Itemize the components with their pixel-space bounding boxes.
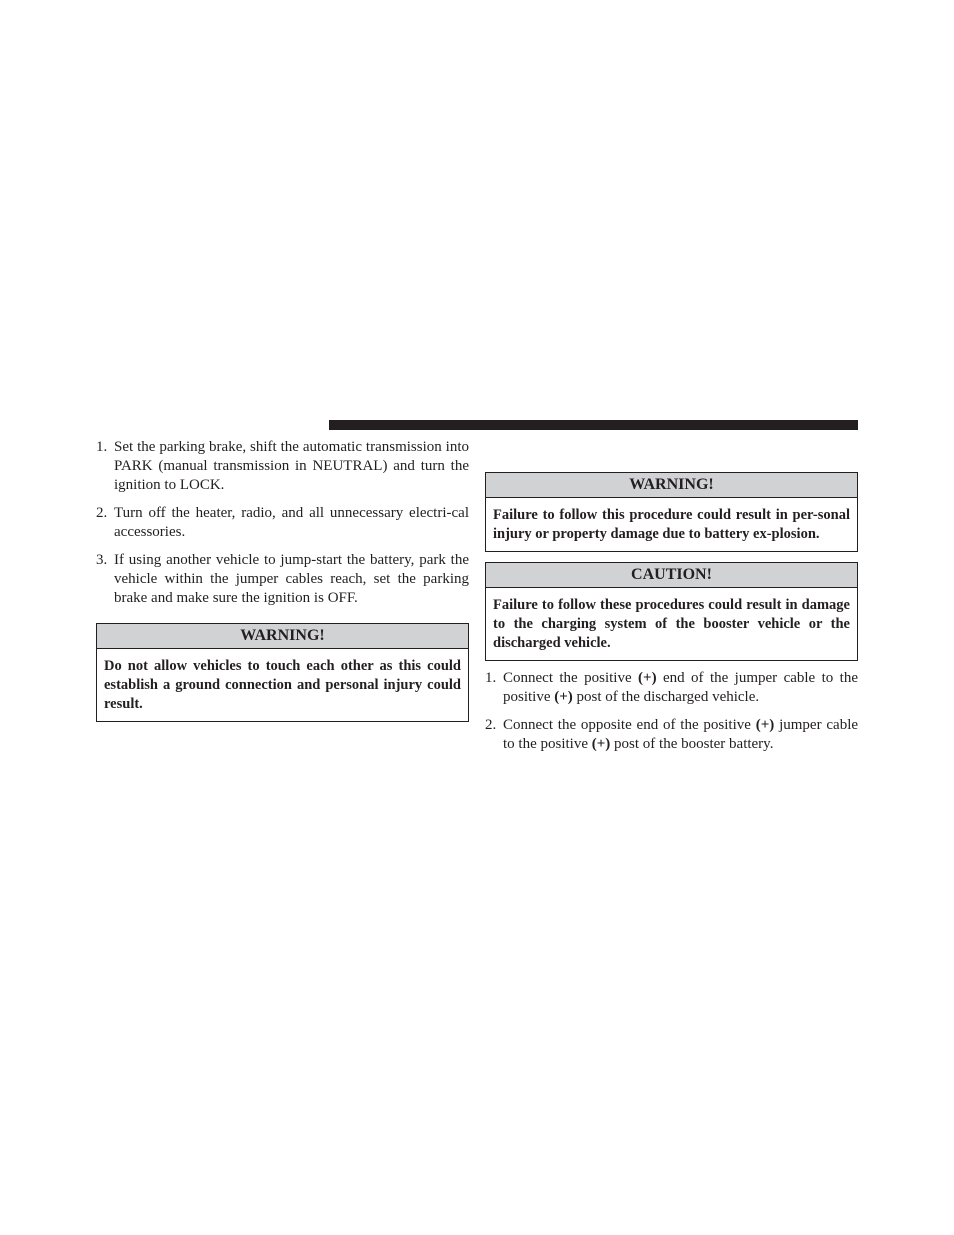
step-text: Turn off the heater, radio, and all unnecessary electri-cal accessories. [114, 505, 469, 540]
warning-box-battery-explosion [485, 472, 858, 552]
step-number: 1. [485, 670, 497, 686]
left-column [96, 438, 469, 722]
list-item [485, 669, 858, 707]
positive-symbol: (+) [591, 736, 611, 752]
right-column [485, 472, 858, 763]
positive-symbol: (+) [554, 689, 573, 705]
preparation-steps [96, 438, 469, 608]
section-header-bar [329, 420, 858, 430]
list-item [485, 716, 858, 754]
warning-box-vehicle-contact [96, 623, 469, 722]
step-text: post of the booster battery. [614, 736, 774, 752]
step-text: jumper cable to the positive [503, 717, 859, 752]
step-text: If using another vehicle to jump-start the battery, park the vehicle within the jumper cables reach, set the parking brake and make sure the ignition is OFF. [114, 552, 469, 606]
step-text: Connect the positive [503, 670, 632, 686]
list-item [96, 504, 469, 542]
caution-box-charging-system [485, 562, 858, 661]
warning-title: WARNING! [486, 473, 857, 498]
warning-body: Failure to follow this procedure could result in per-sonal injury or property damage due to battery ex-plosion. [493, 507, 850, 542]
positive-symbol: (+) [638, 670, 657, 686]
warning-title: WARNING! [97, 624, 468, 649]
step-number: 2. [485, 717, 497, 733]
step-text: Connect the opposite end of the positive [503, 717, 751, 733]
step-text: end of the jumper cable to the positive [503, 670, 859, 705]
step-number: 3. [96, 552, 108, 568]
positive-symbol: (+) [755, 717, 775, 733]
step-number: 2. [96, 505, 108, 521]
step-number: 1. [96, 439, 108, 455]
list-item [96, 438, 469, 495]
step-text: Set the parking brake, shift the automatic transmission into PARK (manual transmission in NEUTRAL) and turn the ignition to LOCK. [114, 439, 469, 493]
step-text: post of the discharged vehicle. [576, 689, 760, 705]
caution-body: Failure to follow these procedures could result in damage to the charging system of the booster vehicle or the discharged vehicle. [493, 597, 850, 651]
connection-steps [485, 669, 858, 754]
warning-body: Do not allow vehicles to touch each other as this could establish a ground connection and personal injury could result. [104, 658, 461, 712]
list-item [96, 551, 469, 608]
caution-title: CAUTION! [486, 563, 857, 588]
